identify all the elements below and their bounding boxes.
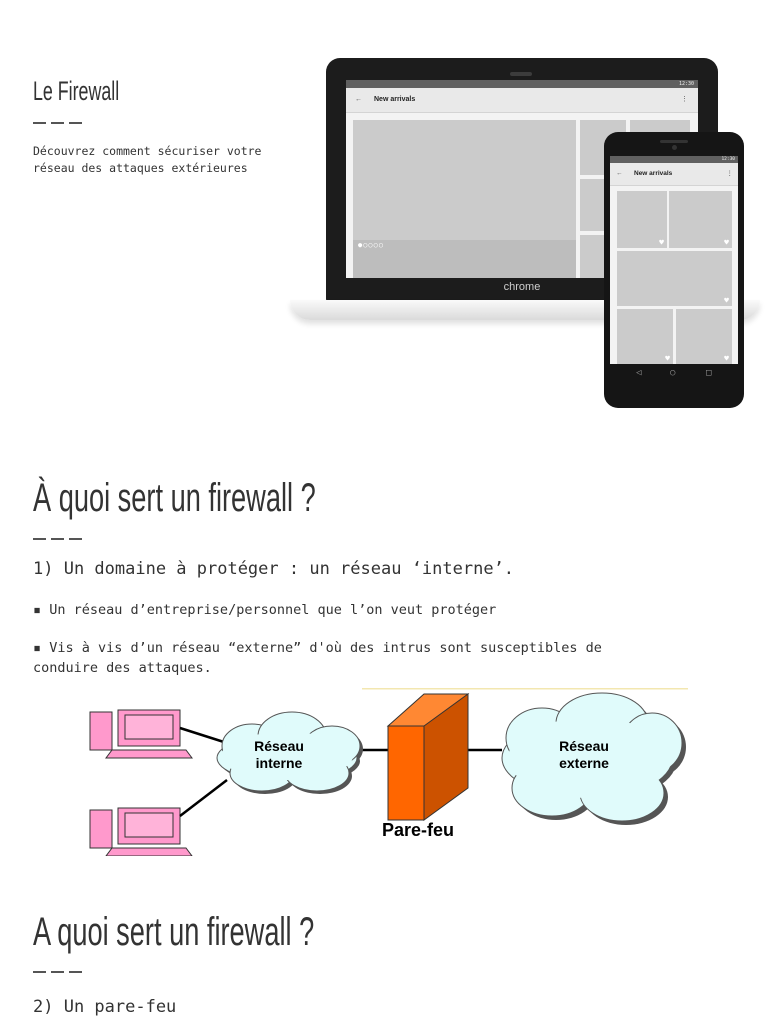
section2-divider — [33, 971, 83, 973]
external-network-label-line2: externe — [559, 755, 609, 771]
phone-nav-bar — [610, 366, 738, 382]
hero-divider — [33, 122, 83, 124]
back-arrow-icon: ← — [355, 96, 362, 103]
phone-app-bar — [610, 163, 738, 186]
nav-home-icon: ○ — [670, 368, 676, 378]
external-network-label-line1: Réseau — [559, 738, 609, 754]
laptop-brand-label: chrome — [503, 281, 541, 293]
heart-icon: ♥ — [724, 354, 729, 363]
phone-status-bar: 12:30 — [610, 156, 738, 163]
heart-icon: ♥ — [724, 238, 729, 247]
grid-tile — [617, 251, 732, 306]
hero-description: Découvrez comment sécuriser votre réseau des attaques extérieures — [33, 144, 262, 175]
laptop-app-bar — [346, 88, 698, 113]
firewall-block — [388, 694, 468, 820]
phone-screen — [610, 156, 738, 364]
nav-recent-icon: □ — [706, 368, 712, 378]
section1-heading: À quoi sert un firewall ? — [33, 476, 316, 520]
link-line — [180, 728, 227, 743]
section2-point: 2) Un pare-feu — [33, 997, 177, 1017]
internal-network-label-line2: interne — [255, 755, 303, 771]
hero-image-caption — [353, 240, 576, 278]
laptop-camera — [510, 72, 532, 76]
hero-title: Le Firewall — [33, 76, 120, 106]
section1-bullet-1: ▪ Un réseau d’entreprise/personnel que l’on veut protéger — [33, 602, 497, 618]
internal-network-label-line1: Réseau — [254, 738, 304, 754]
laptop-app-title: New arrivals — [374, 96, 416, 103]
link-line — [180, 780, 227, 816]
hero-image-tile — [353, 120, 576, 240]
grid-tile — [617, 191, 667, 248]
heart-icon: ♥ — [659, 238, 664, 247]
section1-point: 1) Un domaine à protéger : un réseau ‘interne’. — [33, 559, 515, 579]
phone-camera — [672, 145, 677, 150]
phone-app-title: New arrivals — [634, 170, 673, 177]
laptop-status-bar: 12:30 — [346, 80, 698, 88]
computer-icon — [90, 710, 192, 758]
heart-icon: ♥ — [665, 354, 670, 363]
grid-tile — [676, 309, 732, 364]
section2-heading: A quoi sert un firewall ? — [33, 910, 315, 954]
heart-icon: ♥ — [724, 296, 729, 305]
phone-speaker — [660, 140, 688, 143]
more-options-icon: ⋮ — [681, 96, 688, 103]
grid-tile — [669, 191, 732, 248]
section1-divider — [33, 538, 83, 540]
more-options-icon: ⋮ — [726, 170, 733, 177]
section1-bullet-2: ▪ Vis à vis d’un réseau “externe” d'où des intrus sont susceptibles de conduire des attaques. — [33, 640, 602, 676]
grid-tile — [617, 309, 673, 364]
back-arrow-icon: ← — [616, 170, 623, 177]
computer-icon — [90, 808, 192, 856]
nav-back-icon: ◁ — [636, 368, 642, 378]
firewall-diagram — [82, 688, 688, 856]
carousel-indicator: ●○○○○ — [358, 241, 385, 249]
firewall-label: Pare-feu — [381, 820, 455, 840]
